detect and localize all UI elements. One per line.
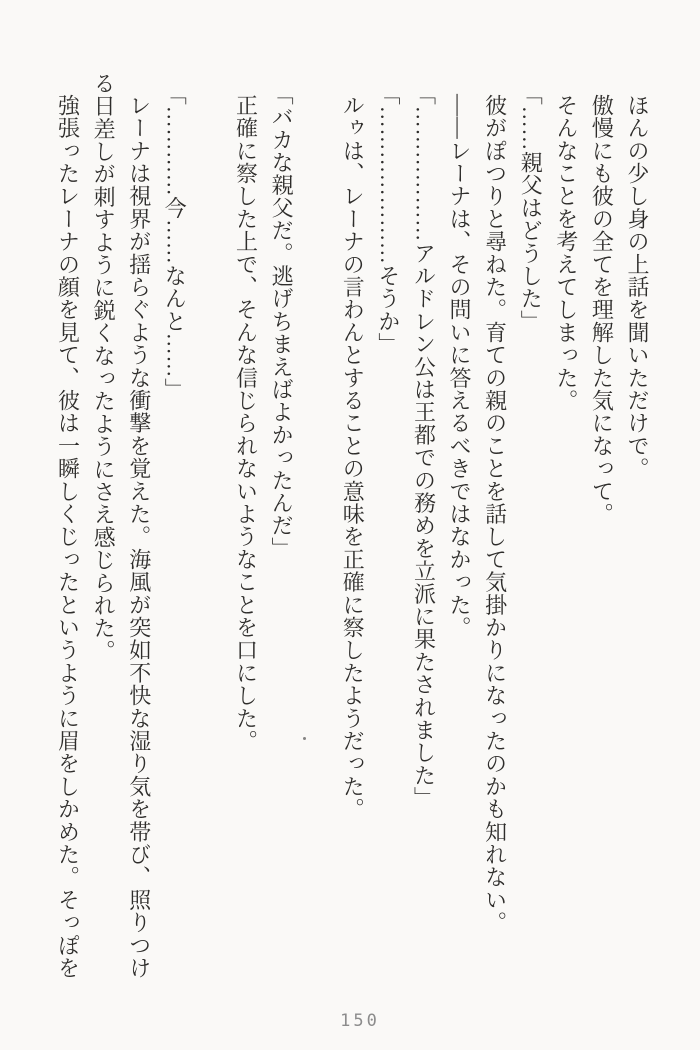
page-number: 150 — [340, 1011, 380, 1031]
paragraph-dialogue: 「バカな親父だ。逃げちまえばよかったんだ」 — [269, 83, 295, 560]
paragraph-narration: レーナは視界が揺らぐような衝撃を覚えた。海風が突如不快な湿り気を帯び、照りつける日差しが刺すように鋭くなったようにさえ感じられた。 — [91, 72, 152, 980]
paragraph-narration: そんなことを考えてしまった。 — [553, 94, 579, 412]
paragraph-dialogue: 「………………アルドレン公は王都での務めを立派に果たされました」 — [411, 83, 437, 810]
paragraph-narration: 傲慢にも彼の全てを理解した気になって。 — [589, 94, 615, 526]
paragraph-narration: ルゥは、レーナの言わんとすることの意味を正確に察したようだった。 — [340, 94, 366, 821]
paragraph-narration: ほんの少し身の上話を聞いただけで。 — [625, 94, 650, 480]
paragraph-narration: 強張ったレーナの顔を見て、彼は一瞬しくじったというように眉をしかめた。そっぽを — [55, 94, 81, 980]
paragraph-narration: ――レーナは、その問いに答えるべきではなかった。 — [447, 94, 473, 639]
paragraph-narration: 正確に察した上で、そんな信じられないようなことを口にした。 — [233, 94, 259, 753]
paragraph-blank — [299, 72, 335, 982]
paragraph-dialogue: 「……親父はどうした」 — [518, 83, 544, 333]
ink-speck-artifact — [303, 737, 306, 740]
paragraph-dialogue: 「…………………そうか」 — [375, 83, 401, 356]
novel-text-block — [41, 72, 655, 982]
paragraph-narration: 彼がぽつりと尋ねた。育ての親のことを話して気掛かりになったのかも知れない。 — [482, 94, 508, 934]
paragraph-dialogue: 「…………今……なんと……」 — [162, 83, 188, 401]
paragraph-blank — [192, 72, 228, 982]
